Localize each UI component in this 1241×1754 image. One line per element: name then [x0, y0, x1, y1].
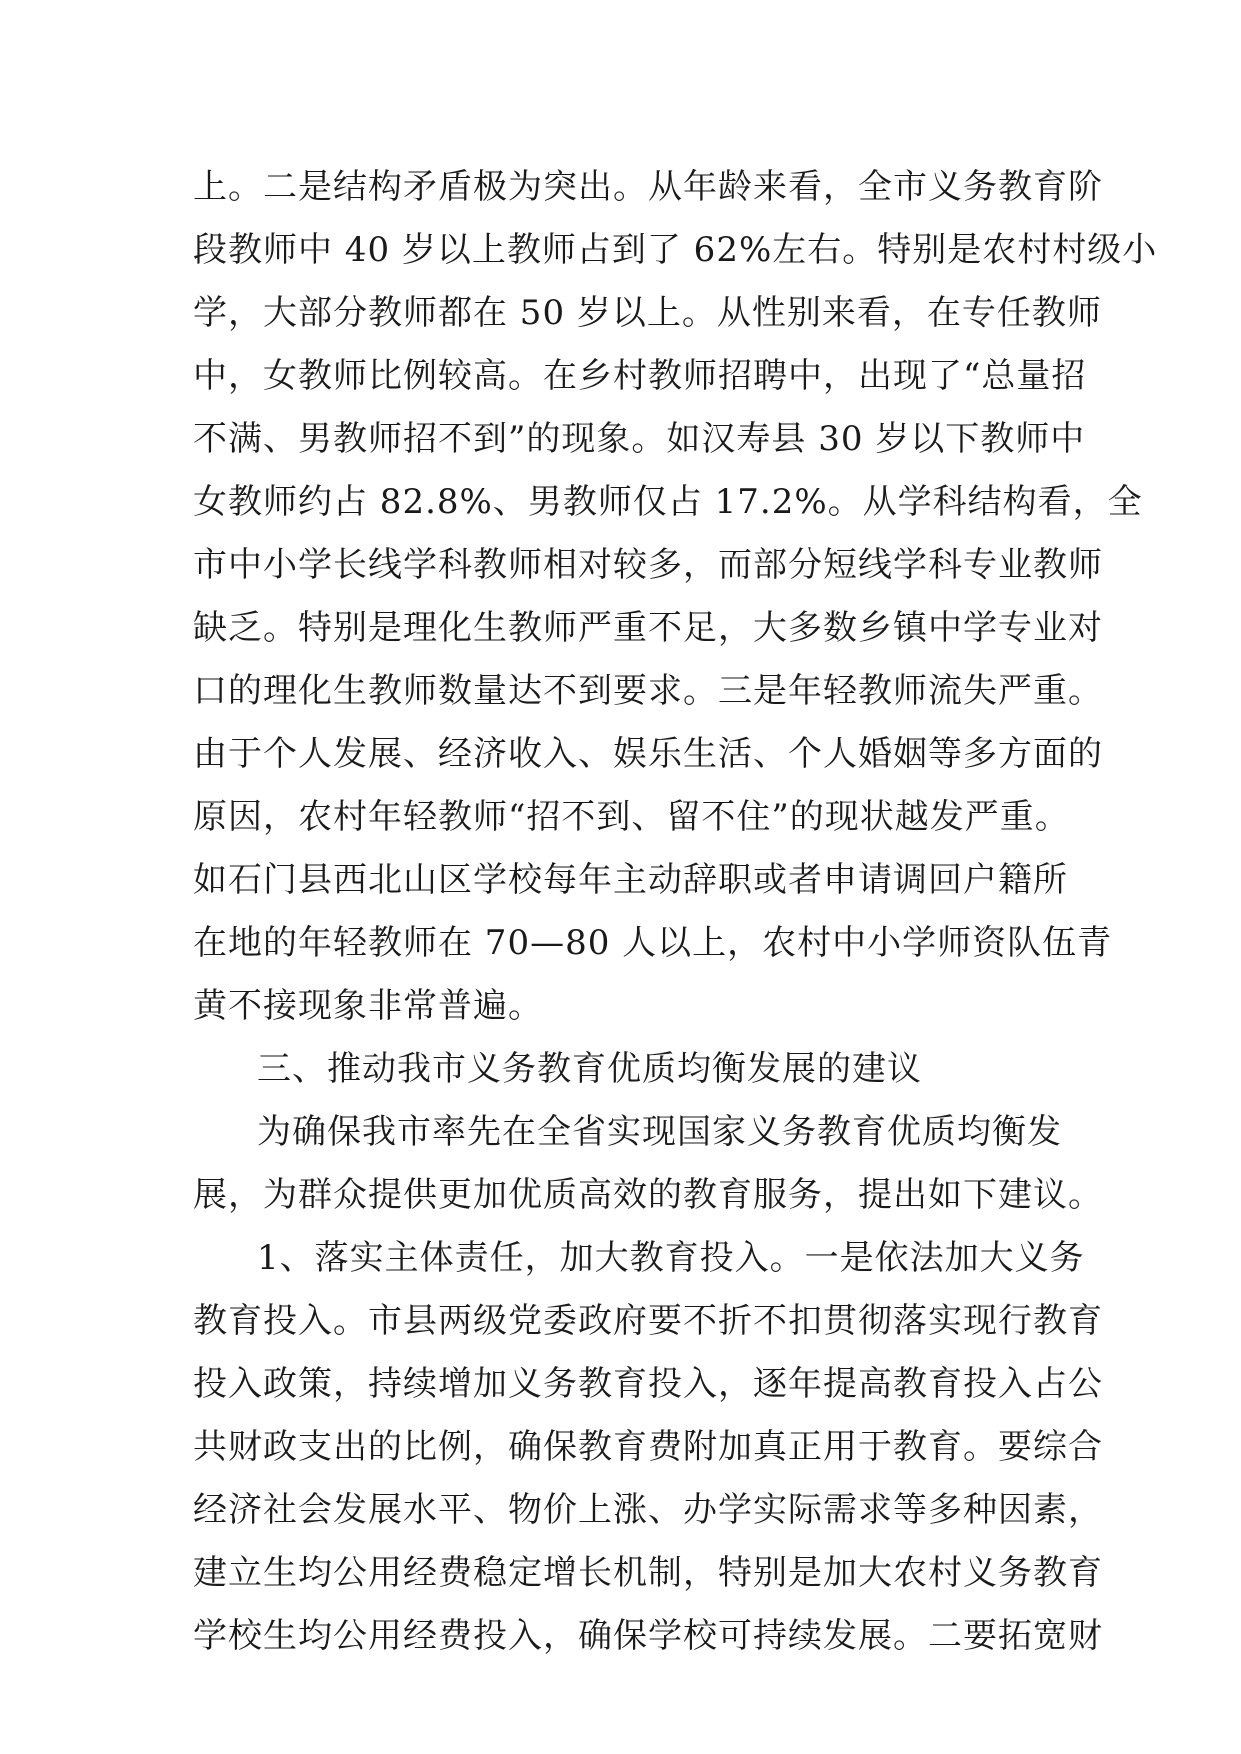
body-line: 口的理化生教师数量达不到要求。三是年轻教师流失严重。 [193, 671, 1103, 711]
body-line: 教育投入。市县两级党委政府要不折不扣贯彻落实现行教育 [193, 1301, 1103, 1341]
body-line: 市中小学长线学科教师相对较多，而部分短线学科专业教师 [193, 545, 1103, 585]
body-line: 经济社会发展水平、物价上涨、办学实际需求等多种因素， [193, 1490, 1103, 1530]
body-line: 在地的年轻教师在 70—80 人以上，农村中小学师资队伍青 [193, 923, 1113, 963]
body-line: 不满、男教师招不到”的现象。如汉寿县 30 岁以下教师中 [193, 419, 1086, 459]
body-line: 如石门县西北山区学校每年主动辞职或者申请调回户籍所 [193, 860, 1068, 900]
body-line: 中，女教师比例较高。在乡村教师招聘中，出现了“总量招 [193, 356, 1087, 396]
body-line: 学校生均公用经费投入，确保学校可持续发展。二要拓宽财 [193, 1616, 1103, 1656]
body-line: 原因，农村年轻教师“招不到、留不住”的现状越发严重。 [193, 797, 1070, 837]
section-heading: 三、推动我市义务教育优质均衡发展的建议 [257, 1049, 922, 1089]
body-line: 段教师中 40 岁以上教师占到了 62%左右。特别是农村村级小 [193, 230, 1158, 270]
body-line: 为确保我市率先在全省实现国家义务教育优质均衡发 [257, 1112, 1062, 1152]
body-line: 学，大部分教师都在 50 岁以上。从性别来看，在专任教师 [193, 293, 1102, 333]
body-line: 黄不接现象非常普遍。 [193, 986, 543, 1026]
body-line: 上。二是结构矛盾极为突出。从年龄来看，全市义务教育阶 [193, 167, 1103, 207]
document-body [193, 156, 1158, 1668]
body-line: 共财政支出的比例，确保教育费附加真正用于教育。要综合 [193, 1427, 1103, 1467]
body-line: 1、落实主体责任，加大教育投入。一是依法加大义务 [257, 1238, 1085, 1278]
body-line: 投入政策，持续增加义务教育投入，逐年提高教育投入占公 [193, 1364, 1103, 1404]
body-line: 缺乏。特别是理化生教师严重不足，大多数乡镇中学专业对 [193, 608, 1103, 648]
body-line: 展，为群众提供更加优质高效的教育服务，提出如下建议。 [193, 1175, 1103, 1215]
body-line: 女教师约占 82.8%、男教师仅占 17.2%。从学科结构看，全 [193, 482, 1143, 522]
body-line: 建立生均公用经费稳定增长机制，特别是加大农村义务教育 [193, 1553, 1103, 1593]
body-line: 由于个人发展、经济收入、娱乐生活、个人婚姻等多方面的 [193, 734, 1103, 774]
